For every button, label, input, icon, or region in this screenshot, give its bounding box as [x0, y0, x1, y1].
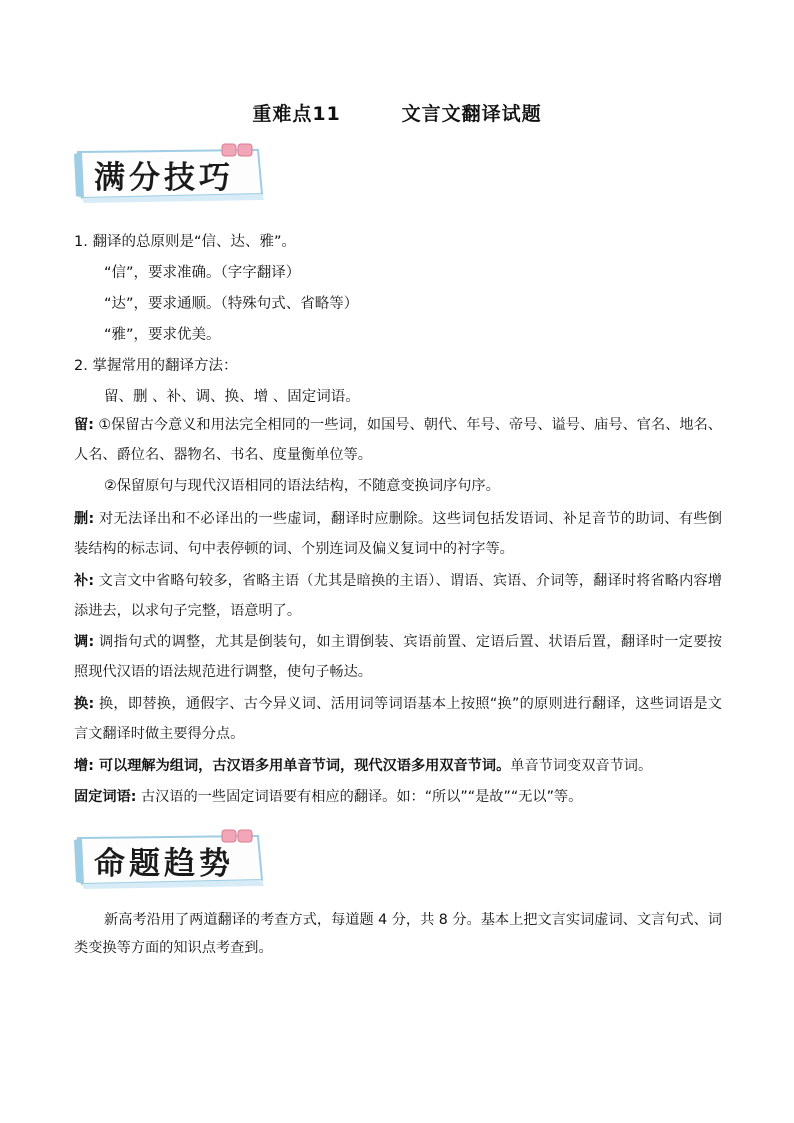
section-banner-skills [72, 142, 268, 204]
section-heading-trend: 命题趋势 [94, 846, 234, 882]
huan-text: 换，即替换，通假字、古今异义词、活用词等词语基本上按照“换”的原则进行翻译，这些词语是文言文翻译时做主要得分点。 [74, 696, 722, 742]
shan-label: 删: [74, 511, 95, 527]
zeng-paragraph [74, 751, 722, 781]
principle-ya: “雅”，要求优美。 [104, 327, 221, 343]
methods-line: 2. 掌握常用的翻译方法： [74, 358, 238, 374]
liu-paragraph-2: ②保留原句与现代汉语相同的语法结构，不随意变换词序句序。 [104, 478, 500, 494]
shan-text: 对无法译出和不必译出的一些虚词，翻译时应删除。这些词包括发语词、补足音节的助词、有些倒装结构的标志词、句中表停顿的词、个别连词及偏义复词中的衬字等。 [74, 511, 722, 557]
trend-paragraph: 新高考沿用了两道翻译的考查方式，每道题 4 分，共 8 分。基本上把文言实词虚词、文言句式、词类变换等方面的知识点考查到。 [74, 912, 722, 956]
tiao-label: 调: [74, 634, 95, 650]
bu-paragraph [74, 566, 722, 626]
methods-list: 留、删 、补、调、换、增 、固定词语。 [104, 389, 360, 405]
bu-text: 文言文中省略句较多，省略主语（尤其是暗换的主语）、谓语、宾语、介词等，翻译时将省略内容增添进去，以求句子完整，语意明了。 [74, 573, 722, 619]
page-title: 重难点11 文言文翻译试题 [252, 103, 542, 125]
shan-paragraph [74, 504, 722, 564]
section-heading-skills: 满分技巧 [94, 160, 234, 196]
huan-paragraph [74, 689, 722, 749]
liu-paragraph [74, 410, 722, 470]
section-banner-trend [72, 828, 268, 890]
tiao-paragraph [74, 627, 722, 687]
bu-label: 补: [74, 573, 95, 589]
principle-line: 1. 翻译的总原则是“信、达、雅”。 [74, 234, 296, 250]
zeng-text: 单音节词变双音节词。 [510, 758, 653, 774]
zeng-label: 增: [74, 758, 94, 774]
guding-text: 古汉语的一些固定词语要有相应的翻译。如：“所以”“是故”“无以”等。 [136, 789, 583, 805]
liu-text: ①保留古今意义和用法完全相同的一些词，如国号、朝代、年号、帝号、谥号、庙号、官名、地名、人名、爵位名、器物名、书名、度量衡单位等。 [74, 417, 722, 463]
huan-label: 换: [74, 696, 95, 712]
tiao-text: 调指句式的调整，尤其是倒装句，如主谓倒装、宾语前置、定语后置、状语后置，翻译时一定要按照现代汉语的语法规范进行调整，使句子畅达。 [74, 634, 722, 680]
zeng-text-bold: 可以理解为组词，古汉语多用单音节词，现代汉语多用双音节词。 [93, 758, 511, 774]
principle-da: “达”，要求通顺。（特殊句式、省略等） [104, 296, 359, 312]
guding-paragraph [74, 782, 722, 812]
guding-label: 固定词语: [74, 789, 137, 805]
liu-label: 留: [74, 417, 94, 433]
principle-xin: “信”，要求准确。（字字翻译） [104, 265, 301, 281]
